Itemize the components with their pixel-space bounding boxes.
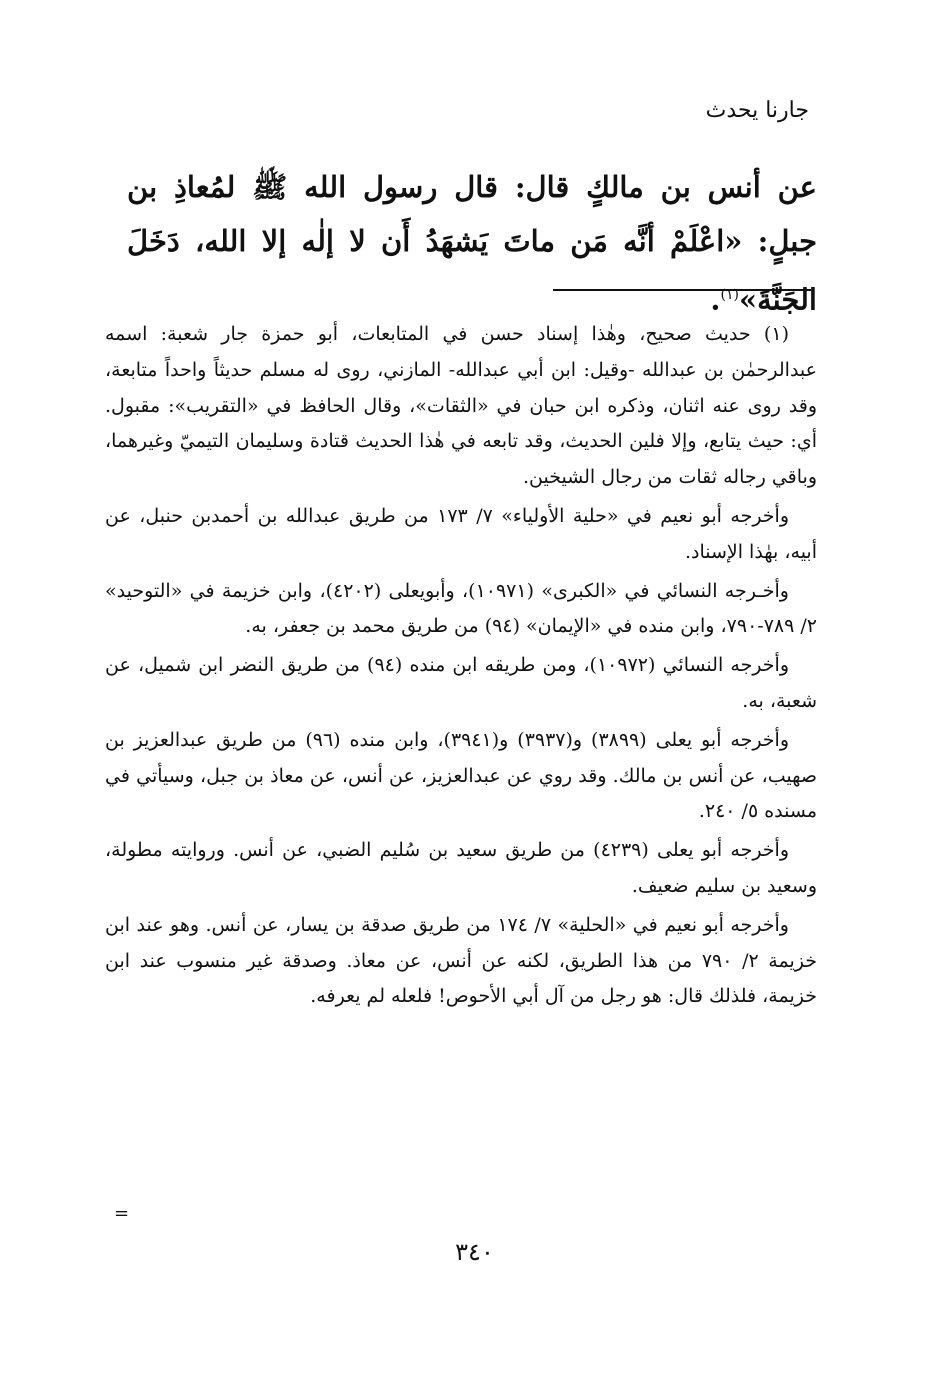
page-number: ٣٤٠: [455, 1238, 494, 1266]
footnotes-section: [105, 317, 817, 1018]
footnote-separator: [553, 289, 811, 291]
hadith-text: عن أنس بن مالكٍ قال: قال رسول الله ﷺ لمُعاذِ بن جبلٍ: «اعْلَمْ أنَّه مَن ماتَ يَشهَدُ أَن لا إلٰه إلا الله، دَخَلَ الجَنَّةَ»: [127, 170, 817, 317]
footnote-paragraph: وأخرجه النسائي (١٠٩٧٢)، ومن طريقه ابن منده (٩٤) من طريق النضر ابن شميل، عن شعبة، به.: [105, 654, 817, 712]
footnote-reference: (١): [720, 287, 739, 303]
footnote-paragraph: وأخرجه أبو نعيم في «حلية الأولياء» ٧/ ١٧٣ من طريق عبدالله بن أحمدبن حنبل، عن أبيه، بهٰذا الإسناد.: [105, 504, 817, 563]
running-header: جارنا يحدث: [705, 98, 809, 123]
footnote-paragraph: وأخرجه أبو يعلى (٤٢٣٩) من طريق سعيد بن سُليم الضبي، عن أنس. وروايته مطولة، وسعيد بن سليم ضعيف.: [105, 839, 817, 897]
footnote-paragraph: وأخرجه أبو نعيم في «الحلية» ٧/ ١٧٤ من طريق صدقة بن يسار، عن أنس. وهو عند ابن خزيمة ٢/ ٧٩٠ من هذا الطريق، لكنه عن أنس، عن معاذ. وصدقة غير منسوب عند ابن خزيمة، فلذلك قال: هو رجل من آل أبي الأحوص! فلعله لم يعرفه.: [105, 913, 817, 1008]
footnote-paragraph: (١) حديث صحيح، وهٰذا إسناد حسن في المتابعات، أبو حمزة جار شعبة: اسمه عبدالرحمٰن بن عبدالله -وقيل: ابن أبي عبدالله- المازني، روى له مسلم حديثاً واحداً متابعة، وقد روى عنه اثنان، وذكره ابن حبان في «الثقات»، وقال الحافظ في «التقريب»: مقبول. أي: حيث يتابع، وإلا فلين الحديث، وقد تابعه في هٰذا الحديث قتادة وسليمان التيميّ وغيرهما، وباقي رجاله ثقات من رجال الشيخين.: [105, 323, 817, 489]
hadith-text-block: عن أنس بن مالكٍ قال: قال رسول الله ﷺ لمُعاذِ بن جبلٍ: «اعْلَمْ أنَّه مَن ماتَ يَشهَدُ أَن لا إلٰه إلا الله، دَخَلَ الجَنَّةَ»$^{(١)}$.: [127, 170, 817, 317]
continuation-mark: =: [114, 1203, 130, 1224]
footnote-paragraph: وأخـرجه النسائي في «الكبرى» (١٠٩٧١)، وأبويعلى (٤٢٠٢)، وابن خزيمة في «التوحيد» ٢/ ٧٨٩-٧٩٠، وابن منده في «الإيمان» (٩٤) من طريق محمد بن جعفر، به.: [105, 579, 817, 638]
footnote-paragraph: وأخرجه أبو يعلى (٣٨٩٩) و(٣٩٣٧) و(٣٩٤١)، وابن منده (٩٦) من طريق عبدالعزيز بن صهيب، عن أنس بن مالك. وقد روي عن عبدالعزيز، عن أنس، عن معاذ بن جبل، وسيأتي في مسنده ٥/ ٢٤٠.: [105, 728, 817, 823]
